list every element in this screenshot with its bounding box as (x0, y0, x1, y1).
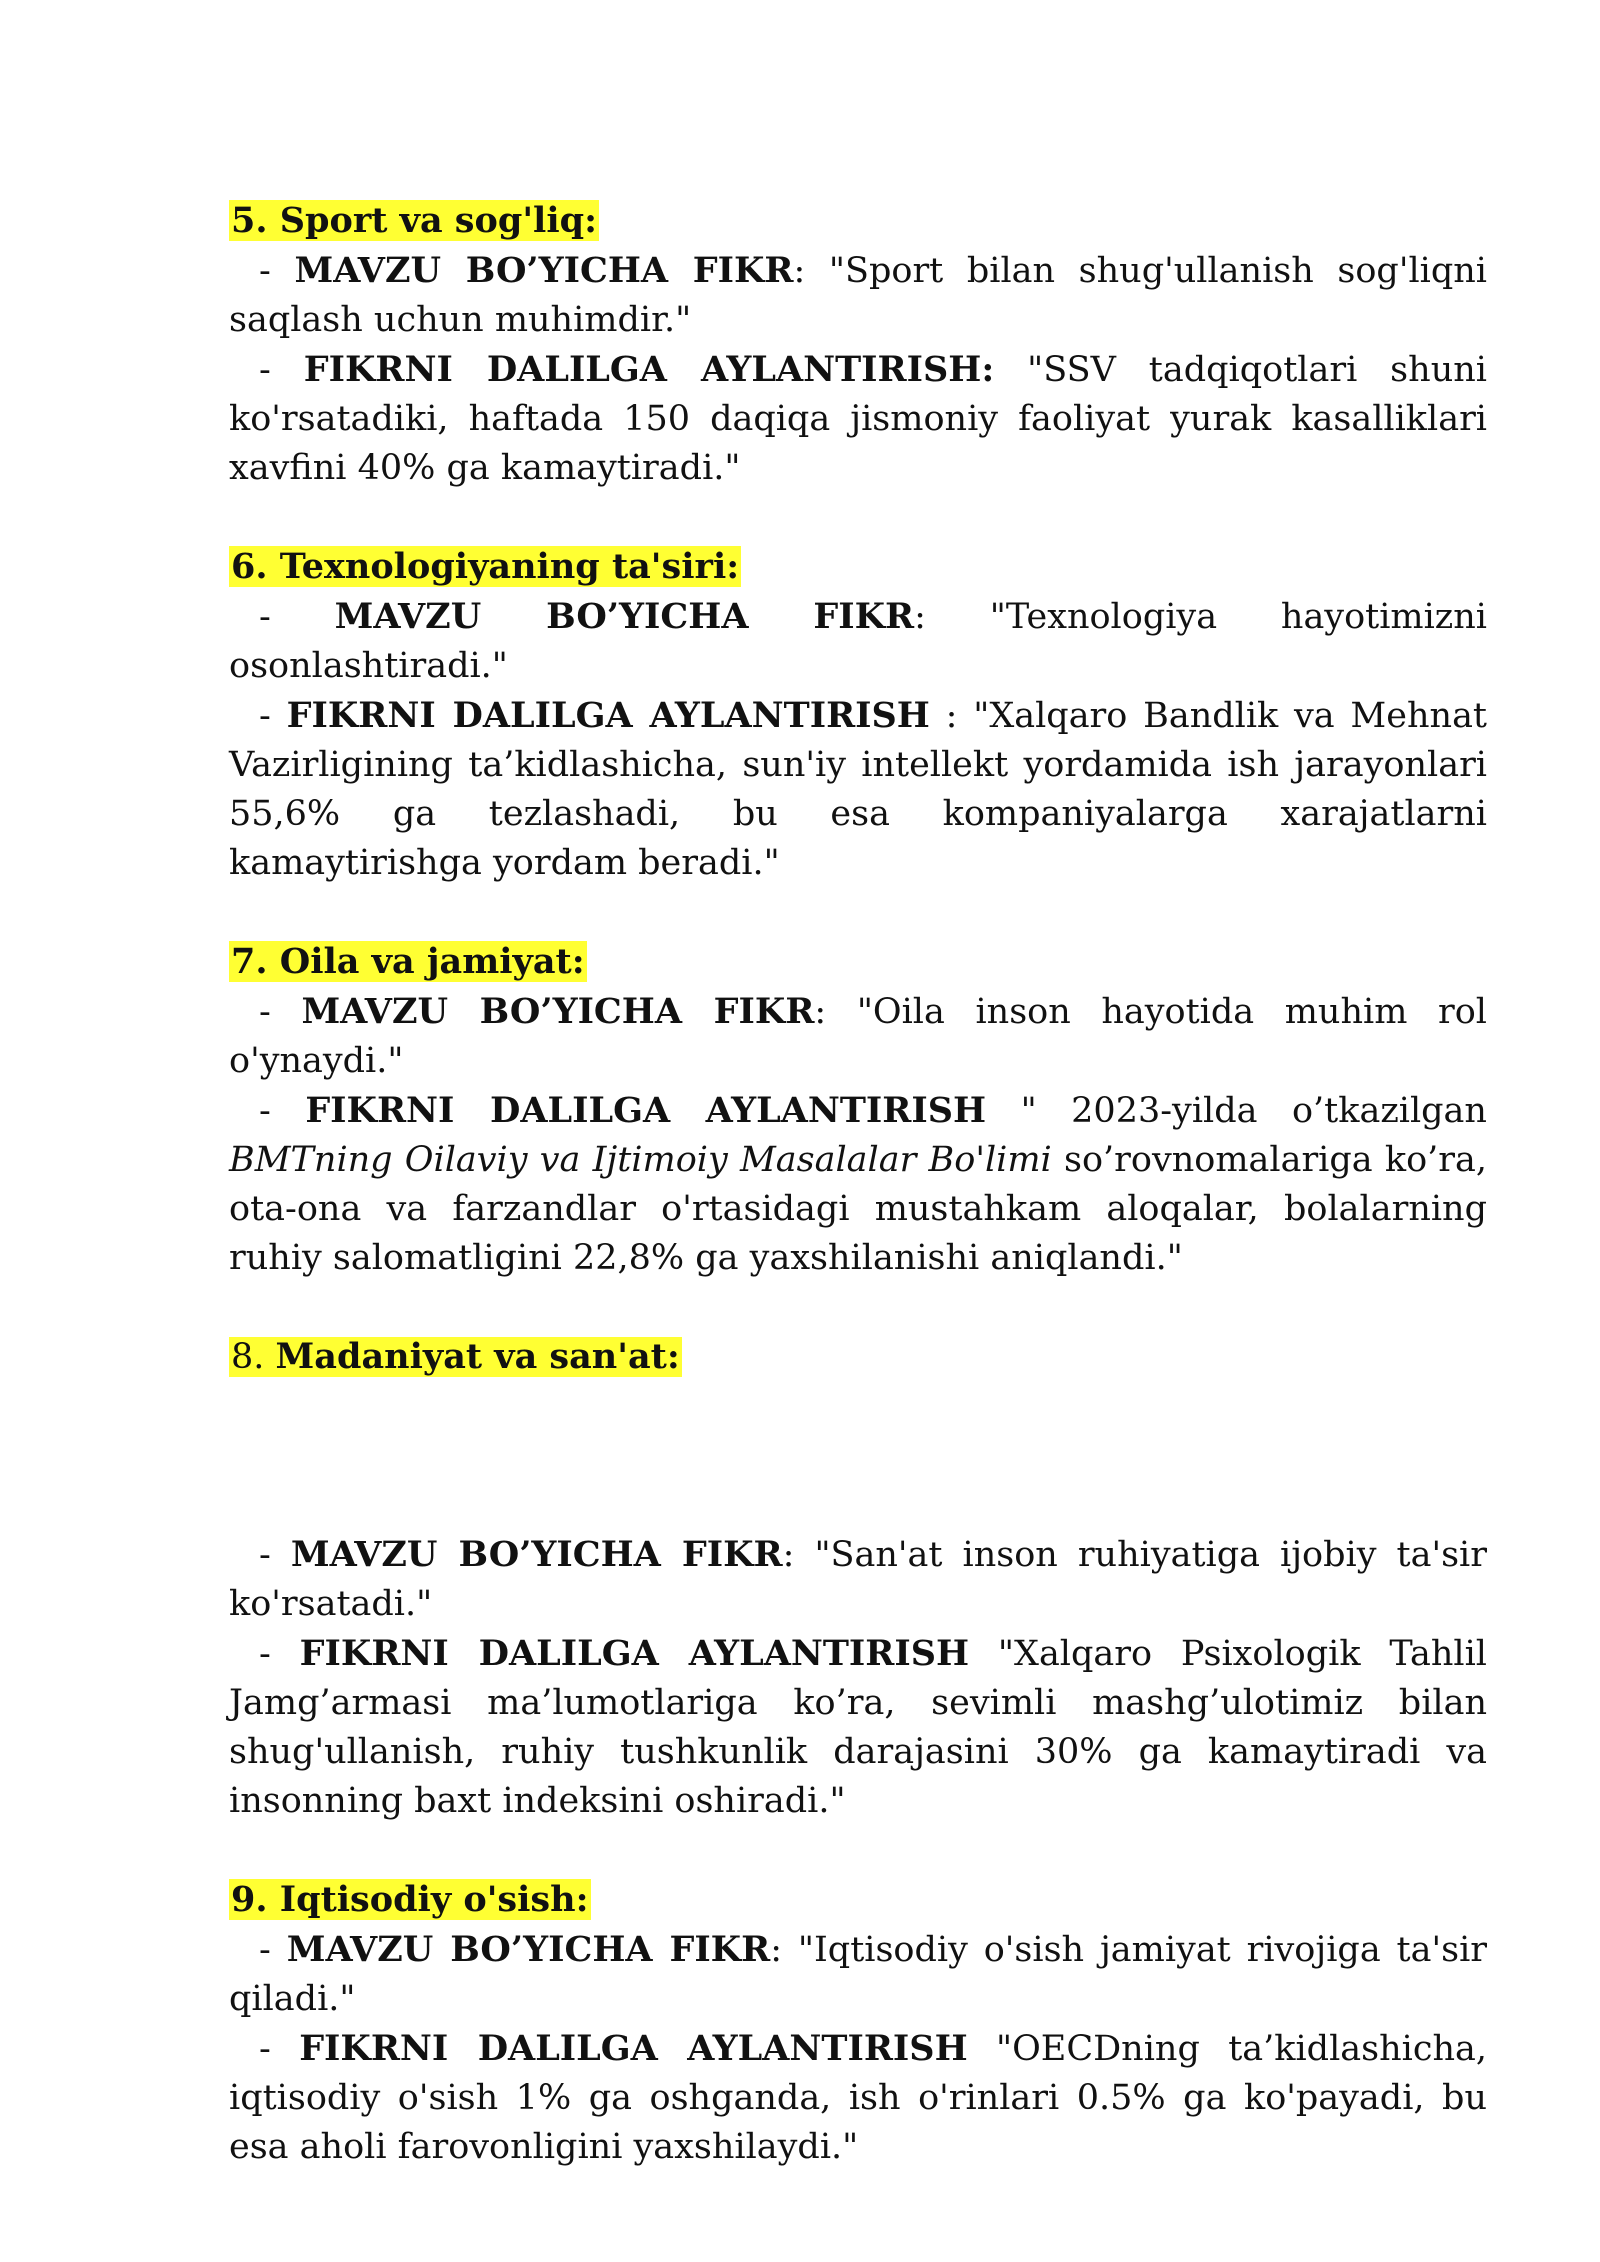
section-heading (229, 1875, 1487, 1925)
heading-number: 8. (231, 1337, 265, 1377)
document-page (229, 196, 1487, 2172)
evidence-label: FIKRNI DALILGA AYLANTIRISH (305, 1090, 987, 1131)
heading-highlight (229, 1337, 682, 1377)
bullet-dash: - (259, 696, 271, 736)
evidence-item (229, 345, 1487, 493)
section-heading (229, 937, 1487, 987)
bullet-dash: - (259, 251, 271, 291)
bullet-dash: - (259, 2029, 271, 2069)
evidence-item (229, 691, 1487, 888)
evidence-text: "OECDning ta’kidlashicha, iqtisodiy o'sish 1% ga oshganda, ish o'rinlari 0.5% ga ko'payadi, bu esa aholi farovonligini yaxshilaydi." (229, 2029, 1487, 2167)
opinion-text: "San'at inson ruhiyatiga ijobiy ta'sir ko'rsatadi." (229, 1535, 1487, 1624)
section-family (229, 937, 1487, 1283)
opinion-label: MAVZU BO’YICHA FIKR (301, 991, 815, 1032)
evidence-text: "SSV tadqiqotlari shuni ko'rsatadiki, haftada 150 daqiqa jismoniy faoliyat yurak kasalliklari xavfini 40% ga kamaytiradi." (229, 350, 1487, 488)
section-heading (229, 542, 1487, 592)
opinion-text: "Texnologiya hayotimizni osonlashtiradi." (229, 597, 1487, 686)
evidence-text: "Xalqaro Psixologik Tahlil Jamg’armasi ma’lumotlariga ko’ra, sevimli mashg’ulotimiz bilan shug'ullanish, ruhiy tushkunlik darajasini 30% ga kamaytiradi va insonning baxt indeksini oshiradi." (229, 1634, 1488, 1821)
section-culture (229, 1332, 1487, 1826)
evidence-label: FIKRNI DALILGA AYLANTIRISH (299, 2028, 968, 2069)
opinion-separator: : (814, 992, 827, 1032)
evidence-label: FIKRNI DALILGA AYLANTIRISH (286, 695, 930, 736)
opinion-item (229, 987, 1487, 1086)
evidence-item (229, 1629, 1487, 1826)
opinion-text: "Oila inson hayotida muhim rol o'ynaydi." (229, 992, 1487, 1081)
heading-title: Madaniyat va san'at: (275, 1336, 680, 1377)
opinion-text: "Iqtisodiy o'sish jamiyat rivojiga ta'sir qiladi." (229, 1930, 1487, 2019)
bullet-dash: - (259, 350, 271, 390)
opinion-item (229, 1530, 1487, 1629)
evidence-item (229, 2024, 1487, 2172)
opinion-label: MAVZU BO’YICHA FIKR (290, 1534, 783, 1575)
opinion-label: MAVZU BO’YICHA FIKR (286, 1929, 771, 1970)
heading-highlight: 9. Iqtisodiy o'sish: (231, 1879, 589, 1920)
evidence-text-post: so’rovnomalariga ko’ra, ota-ona va farzandlar o'rtasidagi mustahkam aloqalar, bolalarning ruhiy salomatligini 22,8% ga yaxshilanishi aniqlandi." (229, 1140, 1487, 1278)
opinion-item (229, 1925, 1487, 2024)
bullet-dash: - (259, 597, 271, 637)
evidence-text-pre: " 2023-yilda o’tkazilgan (1020, 1091, 1487, 1131)
opinion-text: "Sport bilan shug'ullanish sog'liqni saqlash uchun muhimdir." (229, 251, 1487, 340)
opinion-separator: : (914, 597, 926, 637)
section-heading (229, 1332, 1487, 1382)
bullet-dash: - (259, 1634, 271, 1674)
opinion-item (229, 592, 1487, 691)
evidence-source-italic: BMTning Oilaviy va Ijtimoiy Masalalar Bo'limi (229, 1140, 1052, 1180)
opinion-label: MAVZU BO’YICHA FIKR (334, 596, 915, 637)
opinion-separator: : (793, 251, 806, 291)
evidence-label: FIKRNI DALILGA AYLANTIRISH (299, 1633, 970, 1674)
evidence-item (229, 1086, 1487, 1283)
opinion-label: MAVZU BO’YICHA FIKR (294, 250, 794, 291)
evidence-label: FIKRNI DALILGA AYLANTIRISH: (303, 349, 995, 390)
opinion-item (229, 246, 1487, 345)
evidence-text: : "Xalqaro Bandlik va Mehnat Vazirligining ta’kidlashicha, sun'iy intellekt yordamida ish jarayonlari 55,6% ga tezlashadi, bu esa kompaniyalarga xarajatlarni kamaytirishga yordam beradi." (229, 696, 1487, 883)
section-technology (229, 542, 1487, 888)
heading-highlight: 5. Sport va sog'liq: (231, 200, 598, 241)
opinion-separator: : (770, 1930, 782, 1970)
opinion-separator: : (782, 1535, 795, 1575)
section-sport (229, 196, 1487, 493)
section-economy (229, 1875, 1487, 2172)
bullet-dash: - (259, 992, 271, 1032)
bullet-dash: - (259, 1091, 271, 1131)
bullet-dash: - (259, 1535, 271, 1575)
heading-highlight: 6. Texnologiyaning ta'siri: (231, 546, 740, 587)
heading-highlight: 7. Oila va jamiyat: (231, 941, 585, 982)
bullet-dash: - (259, 1930, 271, 1970)
section-heading (229, 196, 1487, 246)
